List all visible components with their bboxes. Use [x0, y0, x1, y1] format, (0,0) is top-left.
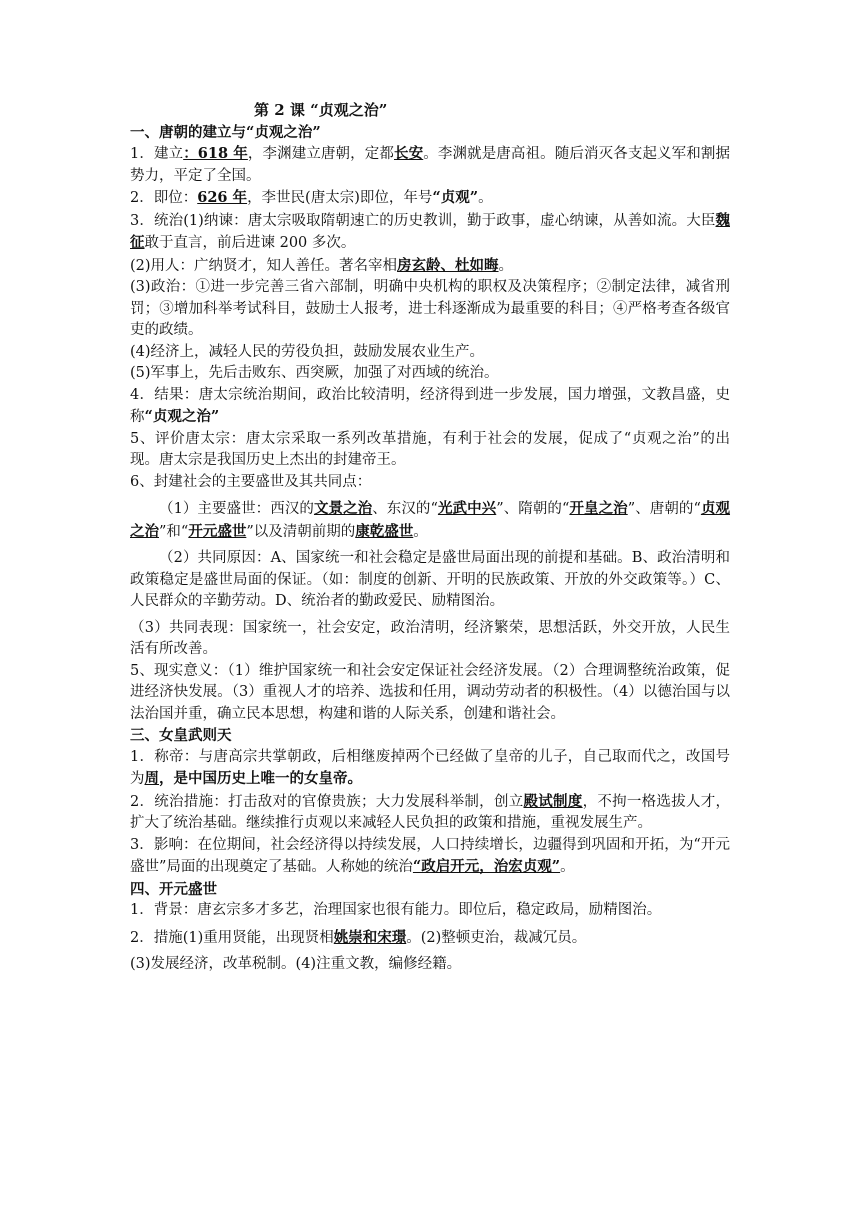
paragraph-founding: 1．建立：618 年，李渊建立唐朝，定都长安。李渊就是唐高祖。随后消灭各支起义军和割据势力，平定了全国。	[130, 145, 731, 184]
section-heading-4: 四、开元盛世	[130, 880, 217, 898]
paragraph-golden-ages: （1）主要盛世：西汉的文景之治、东汉的“光武中兴”、隋朝的“开皇之治”、唐朝的“贞观之治”和“开元盛世”以及清朝前期的康乾盛世。	[130, 500, 731, 540]
paragraph-empress: 1．称帝：与唐高宗共掌朝政，后相继废掉两个已经做了皇帝的儿子，自己取而代之，改国号为周，是中国历史上唯一的女皇帝。	[130, 748, 730, 787]
paragraph-economy: (4)经济上，减轻人民的劳役负担，鼓励发展农业生产。	[130, 343, 485, 360]
paragraph-result: 4．结果：唐太宗统治期间，政治比较清明，经济得到进一步发展，国力增强，文教昌盛，史称“贞观之治”	[130, 386, 730, 425]
paragraph-personnel: (2)用人：广纳贤才，知人善任。著名宰相房玄龄、杜如晦。	[130, 256, 514, 274]
paragraph-accession: 2．即位：626 年，李世民(唐太宗)即位，年号“贞观”。	[130, 189, 493, 206]
paragraph-wu-influence: 3．影响：在位期间，社会经济得以持续发展，人口持续增长，边疆得到巩固和开拓，为“开元盛世”局面的出现奠定了基础。人称她的统治“政启开元，治宏贞观”。	[130, 836, 730, 875]
section-heading-1: 一、唐朝的建立与“贞观之治”	[130, 123, 321, 141]
paragraph-golden-ages-intro: 6、封建社会的主要盛世及其共同点：	[130, 473, 372, 490]
document-page	[130, 100, 730, 976]
paragraph-kaiyuan-measures: 2．措施(1)重用贤能，出现贤相姚崇和宋璟。(2)整顿吏治，裁减冗员。	[130, 928, 587, 946]
paragraph-kaiyuan-measures-2: (3)发展经济，改革税制。(4)注重文教，编修经籍。	[130, 956, 462, 972]
paragraph-military: (5)军事上，先后击败东、西突厥，加强了对西域的统治。	[130, 365, 499, 381]
page-title: 第 2 课 “贞观之治”	[254, 101, 388, 119]
paragraph-politics: (3)政治：①进一步完善三省六部制，明确中央机构的职权及决策程序；②制定法律，减省刑罚；③增加科举考试科目，鼓励士人报考，进士科逐渐成为最重要的科目；④严格考查各级官吏的政绩。	[130, 279, 730, 338]
section-heading-3: 三、女皇武则天	[130, 727, 232, 744]
paragraph-evaluation: 5、评价唐太宗：唐太宗采取一系列改革措施，有利于社会的发展，促成了“贞观之治”的出现。唐太宗是我国历史上杰出的封建帝王。	[130, 430, 730, 468]
paragraph-common-features: （3）共同表现：国家统一，社会安定，政治清明，经济繁荣，思想活跃，外交开放，人民生活有所改善。	[130, 619, 730, 657]
paragraph-remonstrance: 3．统治(1)纳谏：唐太宗吸取隋朝速亡的历史教训，勤于政事，虚心纳谏，从善如流。大臣魏征敢于直言，前后进谏 200 多次。	[130, 211, 730, 251]
paragraph-kaiyuan-background: 1．背景：唐玄宗多才多艺，治理国家也很有能力。即位后，稳定政局，励精图治。	[130, 902, 662, 918]
paragraph-common-causes: （2）共同原因：A、国家统一和社会稳定是盛世局面出现的前提和基础。B、政治清明和政策稳定是盛世局面的保证。（如：制度的创新、开明的民族政策、开放的外交政策等。）C、人民群众的辛勤劳动。D、统治者的勤政爱民、励精图治。	[130, 550, 730, 609]
paragraph-wu-measures: 2．统治措施：打击敌对的官僚贵族；大力发展科举制，创立殿试制度，不拘一格选拔人才，扩大了统治基础。继续推行贞观以来减轻人民负担的政策和措施，重视发展生产。	[130, 792, 730, 831]
paragraph-significance: 5、现实意义：（1）维护国家统一和社会安定保证社会经济发展。（2）合理调整统治政策，促进经济快发展。（3）重视人才的培养、选拔和任用，调动劳动者的积极性。（4）以德治国与以法治国并重，确立民本思想，构建和谐的人际关系，创建和谐社会。	[130, 662, 730, 722]
